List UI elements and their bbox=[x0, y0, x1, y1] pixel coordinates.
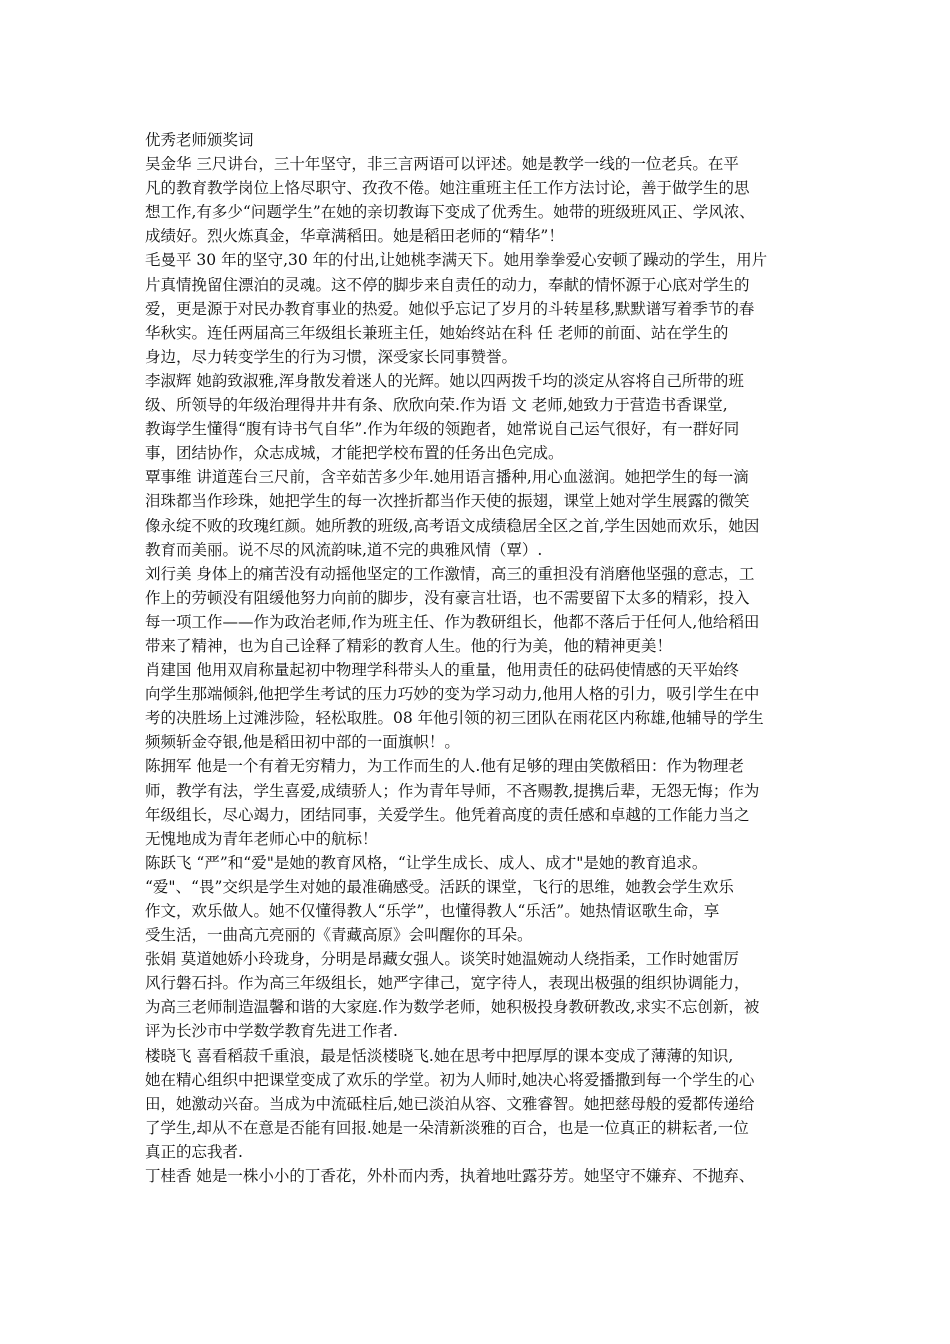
paragraph-line: 丁桂香 她是一株小小的丁香花，外朴而内秀，执着地吐露芬芳。她坚守不嫌弃、不抛弃、 bbox=[145, 1167, 755, 1186]
paragraph-line: 凡的教育教学岗位上恪尽职守、孜孜不倦。她注重班主任工作方法讨论，善于做学生的思 bbox=[145, 179, 750, 198]
paragraph-line: 像永绽不败的玫瑰红颜。她所教的班级,高考语文成绩稳居全区之首,学生因她而欢乐，她因 bbox=[145, 516, 760, 535]
paragraph-line: 泪珠都当作珍珠，她把学生的每一次挫折都当作天使的振翅，课堂上她对学生展露的微笑 bbox=[145, 492, 750, 511]
paragraph-line: 级、所领导的年级治理得井井有条、欣欣向荣.作为语 文 老师,她致力于营造书香课堂, bbox=[145, 396, 728, 415]
paragraph-line: 带来了精神，也为自己诠释了精彩的教育人生。他的行为美，他的精神更美！ bbox=[145, 636, 673, 655]
paragraph-line: 作上的劳顿没有阻缓他努力向前的脚步，没有豪言壮语，也不需要留下太多的精彩，投入 bbox=[145, 588, 750, 607]
document-title: 优秀老师颁奖词 bbox=[145, 131, 254, 149]
award-paragraph bbox=[145, 248, 825, 368]
paragraph-line: 她在精心组织中把课堂变成了欢乐的学堂。初为人师时,她决心将爱播撒到每一个学生的心 bbox=[145, 1070, 755, 1089]
award-paragraph bbox=[145, 754, 825, 850]
paragraph-line: 覃事维 讲道莲台三尺前，含辛茹苦多少年.她用语言播种,用心血滋润。她把学生的每一滴 bbox=[145, 468, 749, 487]
paragraph-line: 向学生那端倾斜,他把学生考试的压力巧妙的变为学习动力,他用人格的引力，吸引学生在中 bbox=[145, 685, 760, 704]
paragraph-line: 教育而美丽。说不尽的风流韵味,道不完的典雅风情（覃）. bbox=[145, 540, 543, 559]
paragraph-line: 李淑辉 她韵致淑雅,浑身散发着迷人的光辉。她以四两拨千均的淡定从容将自己所带的班 bbox=[145, 371, 744, 390]
paragraph-line: 年级组长，尽心竭力，团结同事，关爱学生。他凭着高度的责任感和卓越的工作能力当之 bbox=[145, 805, 750, 824]
award-paragraph bbox=[145, 152, 825, 248]
paragraph-line: 想工作,有多少“问题学生”在她的亲切教诲下变成了优秀生。她带的班级班风正、学风浓、 bbox=[145, 203, 755, 222]
paragraph-line: 吴金华 三尺讲台，三十年坚守，非三言两语可以评述。她是教学一线的一位老兵。在平 bbox=[145, 155, 739, 174]
paragraph-line: 师，教学有法，学生喜爱,成绩骄人；作为青年导师，不吝赐教,提携后辈，无怨无悔；作为 bbox=[145, 781, 760, 800]
award-paragraph bbox=[145, 851, 825, 947]
paragraph-line: 片真情挽留住漂泊的灵魂。这不停的脚步来自责任的动力，奉献的情怀源于心底对学生的 bbox=[145, 275, 750, 294]
paragraph-line: 频频斩金夺银,他是稻田初中部的一面旗帜！。 bbox=[145, 733, 460, 752]
paragraph-line: 无愧地成为青年老师心中的航标！ bbox=[145, 829, 378, 848]
award-paragraph bbox=[145, 658, 825, 754]
paragraph-line: 教诲学生懂得“腹有诗书气自华”.作为年级的领跑者，她常说自己运气很好，有一群好同 bbox=[145, 420, 740, 439]
award-entries bbox=[145, 152, 825, 1188]
paragraph-line: 每一项工作——作为政治老师,作为班主任、作为教研组长，他都不落后于任何人,他给稻田 bbox=[145, 612, 760, 631]
paragraph-line: 楼晓飞 喜看稻菽千重浪，最是恬淡楼晓飞.她在思考中把厚厚的课本变成了薄薄的知识, bbox=[145, 1046, 734, 1065]
paragraph-line: 刘行美 身体上的痛苦没有动摇他坚定的工作激情，高三的重担没有消磨他坚强的意志，工 bbox=[145, 564, 755, 583]
paragraph-line: 了学生,却从不在意是否能有回报.她是一朵清新淡雅的百合，也是一位真正的耕耘者,一位 bbox=[145, 1118, 749, 1137]
paragraph-line: 毛曼平 30 年的坚守,30 年的付出,让她桃李满天下。她用拳拳爱心安顿了躁动的学生，用片 bbox=[145, 251, 768, 270]
award-paragraph bbox=[145, 369, 825, 465]
paragraph-line: 田，她激动兴奋。当成为中流砥柱后,她已淡泊从容、文雅睿智。她把慈母般的爱都传递给 bbox=[145, 1094, 755, 1113]
document-page bbox=[145, 128, 825, 1188]
paragraph-line: 风行磐石抖。作为高三年级组长，她严字律己，宽字待人，表现出极强的组织协调能力， bbox=[145, 974, 750, 993]
paragraph-line: 陈拥军 他是一个有着无穷精力，为工作而生的人.他有足够的理由笑傲稻田：作为物理老 bbox=[145, 757, 744, 776]
paragraph-line: 张娟 莫道她娇小玲珑身，分明是昂藏女强人。谈笑时她温婉动人绕指柔，工作时她雷厉 bbox=[145, 950, 739, 969]
paragraph-line: 身边，尽力转变学生的行为习惯，深受家长同事赞誉。 bbox=[145, 347, 518, 366]
paragraph-line: 肖建国 他用双肩称量起初中物理学科带头人的重量，他用责任的砝码使情感的天平始终 bbox=[145, 661, 739, 680]
paragraph-line: 陈跃飞 “严”和“爱"是她的教育风格，“让学生成长、成人、成才"是她的教育追求。 bbox=[145, 853, 708, 872]
paragraph-line: 事，团结协作，众志成城，才能把学校布置的任务出色完成。 bbox=[145, 444, 564, 463]
paragraph-line: 真正的忘我者. bbox=[145, 1142, 243, 1161]
award-paragraph bbox=[145, 465, 825, 561]
paragraph-line: 受生活，一曲高亢亮丽的《青藏高原》会叫醒你的耳朵。 bbox=[145, 926, 533, 945]
paragraph-line: 爱，更是源于对民办教育事业的热爱。她似乎忘记了岁月的斗转星移,默默谱写着季节的春 bbox=[145, 299, 755, 318]
paragraph-line: 为高三老师制造温馨和谐的大家庭.作为数学老师，她积极投身教研教改,求实不忘创新，被 bbox=[145, 998, 760, 1017]
paragraph-line: 考的决胜场上过滩涉险，轻松取胜。08 年他引领的初三团队在雨花区内称雄,他辅导的学生 bbox=[145, 709, 764, 728]
award-paragraph bbox=[145, 947, 825, 1043]
award-paragraph bbox=[145, 562, 825, 658]
paragraph-line: 评为长沙市中学数学教育先进工作者. bbox=[145, 1022, 398, 1041]
paragraph-line: 成绩好。烈火炼真金，华章满稻田。她是稻田老师的“精华”！ bbox=[145, 227, 564, 246]
paragraph-line: “爱"、“畏”交织是学生对她的最准确感受。活跃的课堂，飞行的思维，她教会学生欢乐 bbox=[145, 877, 734, 896]
award-paragraph bbox=[145, 1164, 825, 1188]
award-paragraph bbox=[145, 1044, 825, 1164]
paragraph-line: 作文，欢乐做人。她不仅懂得教人“乐学”，也懂得教人“乐活”。她热情讴歌生命，享 bbox=[145, 902, 720, 920]
paragraph-line: 华秋实。连任两届高三年级组长兼班主任，她始终站在科 任 老师的前面、站在学生的 bbox=[145, 323, 729, 342]
